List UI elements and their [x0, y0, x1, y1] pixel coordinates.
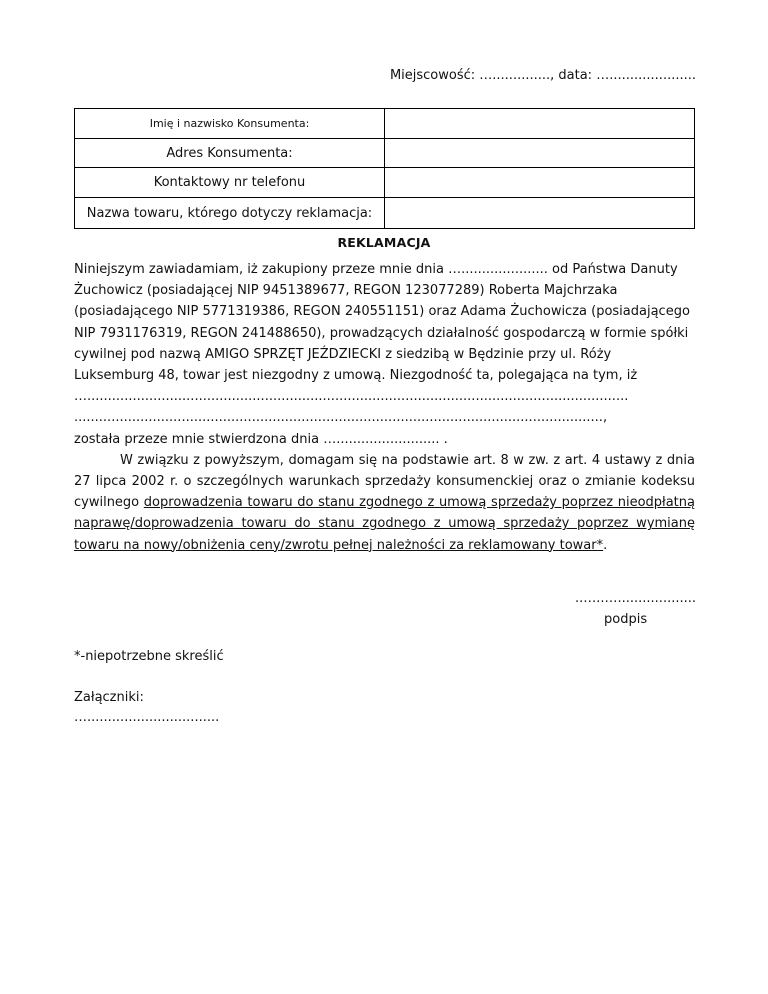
- attachments-line: …................................: [74, 710, 220, 725]
- body-line: (posiadającego NIP 5771319386, REGON 240551151) oraz Adama Żuchowicza (posiadającego: [74, 304, 690, 320]
- consumer-address-field[interactable]: [385, 139, 695, 168]
- demand-intro: W związku z powyższym, domagam się na podstawie art. 8 w zw. z art. 4 ustawy z dnia 27 lipca 2002 r. o szczególnych warunkach sprzedaży konsumenckiej oraz o zmianie kodeksu cywilnego: [74, 452, 695, 511]
- demand-end: .: [603, 537, 608, 553]
- body-line: Niniejszym zawiadamiam, iż zakupiony przeze mnie dnia …..................... od Państwa Danuty: [74, 262, 678, 277]
- date-label: , data:: [550, 68, 593, 83]
- signature-label: podpis: [604, 612, 648, 627]
- place-value: …..............: [479, 68, 551, 83]
- table-row: [75, 139, 695, 168]
- body-line: NIP 7931176319, REGON 241488650), prowadzących działalność gospodarczą w formie spółki: [74, 325, 689, 341]
- document-title: REKLAMACJA: [337, 235, 431, 250]
- body-line: ................................................................................................................................,: [74, 410, 608, 426]
- consumer-phone-field[interactable]: [385, 168, 695, 198]
- table-row: [75, 198, 695, 229]
- consumer-address-label: Adres Konsumenta:: [75, 139, 385, 168]
- consumer-info-table: [74, 108, 695, 229]
- product-name-label: Nazwa towaru, którego dotyczy reklamacja:: [75, 198, 385, 229]
- complaint-paragraph-2: [74, 450, 695, 556]
- attachments-label: Załączniki:: [74, 690, 144, 705]
- consumer-name-field[interactable]: [385, 109, 695, 139]
- place-date-line: [390, 68, 696, 83]
- body-line: …...................................................................................................................................: [74, 389, 629, 405]
- date-value: ….....................: [596, 68, 696, 83]
- place-label: Miejscowość:: [389, 68, 476, 83]
- body-line: została przeze mnie stwierdzona dnia …......................... .: [74, 431, 448, 447]
- consumer-name-label: Imię i nazwisko Konsumenta:: [75, 109, 385, 139]
- product-name-field[interactable]: [385, 198, 695, 229]
- signature-line: ..…..…...................: [574, 591, 696, 606]
- demand-options: doprowadzenia towaru do stanu zgodnego z umową sprzedaży poprzez nieodpłatną naprawę/doprowadzenia towaru do stanu zgodnego z umową sprzedaży poprzez wymianę towaru na nowy/obniżenia ceny/zwrotu pełnej należności za reklamowany towar*: [74, 495, 695, 553]
- complaint-paragraph-1: [74, 259, 695, 450]
- consumer-phone-label: Kontaktowy nr telefonu: [75, 168, 385, 198]
- body-line: Luksemburg 48, towar jest niezgodny z umową. Niezgodność ta, polegająca na tym, iż: [74, 368, 638, 384]
- body-line: Żuchowicz (posiadającej NIP 9451389677, REGON 123077289) Roberta Majchrzaka: [74, 283, 618, 299]
- table-row: [75, 109, 695, 139]
- body-line: cywilnej pod nazwą AMIGO SPRZĘT JEŹDZIECKI z siedzibą w Będzinie przy ul. Róży: [74, 346, 612, 362]
- table-row: [75, 168, 695, 198]
- footnote: *-niepotrzebne skreślić: [74, 649, 224, 664]
- complaint-body: [74, 259, 695, 556]
